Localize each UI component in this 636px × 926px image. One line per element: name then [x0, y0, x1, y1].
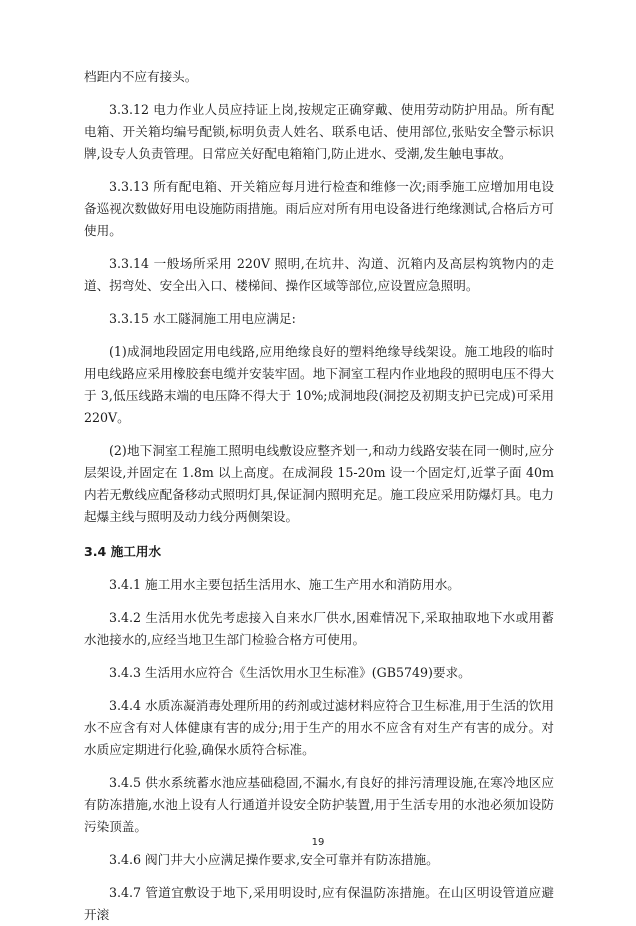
clause-3-3-12: 3.3.12 电力作业人员应持证上岗,按规定正确穿戴、使用劳动防护用品。所有配电箱、开关箱均编号配锁,标明负责人姓名、联系电话、使用部位,张贴安全警示标识牌,设专人负责管理。日常应关好配电箱箱门,防止进水、受潮,发生触电事故。: [84, 102, 554, 161]
clause-3-3-15-item-2: (2)地下洞室工程施工照明电线敷设应整齐划一,和动力线路安装在同一侧时,应分层架设,并固定在 1.8m 以上高度。在成洞段 15-20m 设一个固定灯,近掌子面 40m 内若无敷线应配备移动式照明灯具,保证洞内照明充足。施工段应采用防爆灯具。电力起爆主线与照明及动力线分两侧架设。: [84, 443, 554, 524]
clause-3-3-15: 3.3.15 水工隧洞施工用电应满足:: [109, 311, 296, 326]
section-heading: 3.4 施工用水: [84, 544, 162, 559]
clause-3-4-7: 3.4.7 管道宜敷设于地下,采用明设时,应有保温防冻措施。在山区明设管道应避开滚: [84, 885, 554, 922]
clause-3-4-6: 3.4.6 阀门井大小应满足操作要求,安全可靠并有防冻措施。: [109, 852, 439, 867]
clause-3-4-2: 3.4.2 生活用水优先考虑接入自来水厂供水,困难情况下,采取抽取地下水或用蓄水池接水的,应经当地卫生部门检验合格方可使用。: [84, 610, 554, 647]
clause-3-3-15-item-1: (1)成洞地段固定用电线路,应用绝缘良好的塑料绝缘导线架设。施工地段的临时用电线路应采用橡胶套电缆并安装牢固。地下洞室工程内作业地段的照明电压不得大于 3,低压线路末端的电压降不得大于 10%;成洞地段(洞挖及初期支护已完成)可采用 220V。: [84, 344, 554, 425]
page-body: [84, 66, 554, 926]
clause-3-3-14: 3.3.14 一般场所采用 220V 照明,在坑井、沟道、沉箱内及高层构筑物内的走道、拐弯处、安全出入口、楼梯间、操作区域等部位,应设置应急照明。: [84, 256, 554, 293]
page-number: 19: [311, 837, 325, 848]
continuation-text: 档距内不应有接头。: [84, 69, 198, 84]
clause-3-4-5: 3.4.5 供水系统蓄水池应基础稳固,不漏水,有良好的排污清理设施,在寒冷地区应有防冻措施,水池上设有人行通道并设安全防护装置,用于生活专用的水池必须加设防污染顶盖。: [84, 775, 554, 834]
clause-3-4-1: 3.4.1 施工用水主要包括生活用水、施工生产用水和消防用水。: [109, 577, 460, 592]
clause-3-4-4: 3.4.4 水质冻凝消毒处理所用的药剂或过滤材料应符合卫生标准,用于生活的饮用水不应含有对人体健康有害的成分;用于生产的用水不应含有对生产有害的成分。对水质应定期进行化验,确保水质符合标准。: [84, 698, 554, 757]
clause-3-4-3: 3.4.3 生活用水应符合《生活饮用水卫生标准》(GB5749)要求。: [109, 665, 471, 680]
clause-3-3-13: 3.3.13 所有配电箱、开关箱应每月进行检查和维修一次;雨季施工应增加用电设备巡视次数做好用电设施防雨措施。雨后应对所有用电设备进行绝缘测试,合格后方可使用。: [84, 179, 554, 238]
